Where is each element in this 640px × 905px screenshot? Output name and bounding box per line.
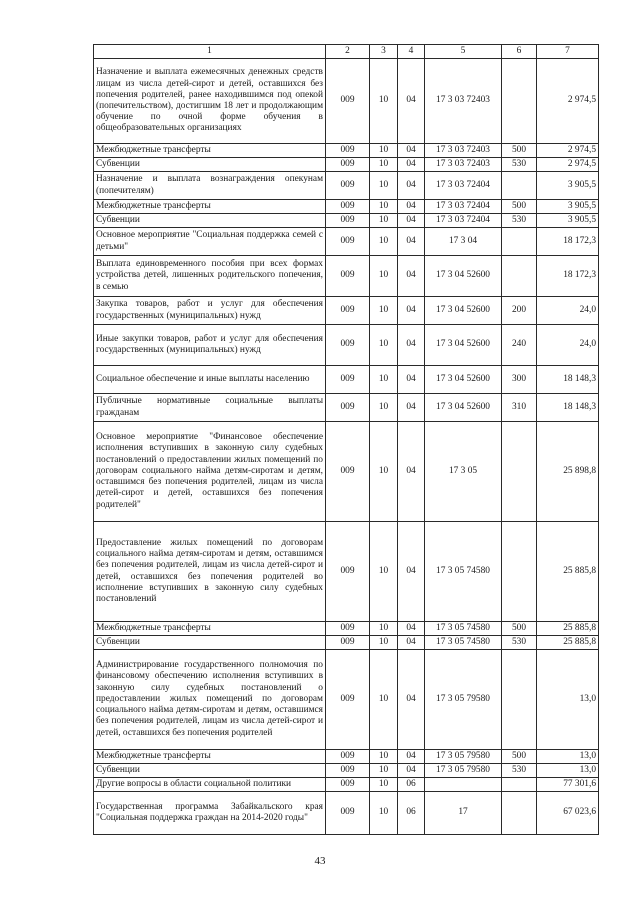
row-expense-type: 530 [502,636,537,650]
table-row [94,144,599,158]
row-target-article: 17 3 04 52600 [425,325,502,366]
row-sum: 18 172,3 [537,256,599,297]
row-sum: 2 974,5 [537,144,599,158]
row-sum: 25 885,8 [537,636,599,650]
header-col-7: 7 [537,45,599,59]
row-sum: 67 023,6 [537,792,599,835]
row-name: Субвенции [94,214,326,228]
row-expense-type: 530 [502,158,537,172]
row-expense-type [502,228,537,256]
table-row [94,394,599,422]
row-sum: 2 974,5 [537,59,599,144]
table-row [94,325,599,366]
row-target-article: 17 3 05 79580 [425,650,502,750]
row-subsection-code: 04 [398,214,425,228]
row-expense-type [502,522,537,622]
header-col-3: 3 [370,45,398,59]
row-sum: 25 885,8 [537,522,599,622]
row-section-code: 10 [370,228,398,256]
row-expense-type: 500 [502,750,537,764]
row-expense-type [502,422,537,522]
table-row [94,172,599,200]
row-ministry-code: 009 [326,297,370,325]
row-ministry-code: 009 [326,778,370,792]
table-row [94,522,599,622]
row-sum: 77 301,6 [537,778,599,792]
row-sum: 24,0 [537,325,599,366]
row-section-code: 10 [370,778,398,792]
row-name: Субвенции [94,636,326,650]
row-subsection-code: 04 [398,172,425,200]
row-ministry-code: 009 [326,172,370,200]
row-sum: 25 885,8 [537,622,599,636]
row-section-code: 10 [370,394,398,422]
row-subsection-code: 04 [398,422,425,522]
row-name: Межбюджетные трансферты [94,200,326,214]
row-sum: 2 974,5 [537,158,599,172]
table-row [94,158,599,172]
row-target-article: 17 3 05 74580 [425,522,502,622]
row-ministry-code: 009 [326,394,370,422]
row-ministry-code: 009 [326,422,370,522]
row-expense-type: 310 [502,394,537,422]
row-name: Государственная программа Забайкальского края "Социальная поддержка граждан на 2014-2020 годы" [94,792,326,835]
row-subsection-code: 04 [398,297,425,325]
table-row [94,297,599,325]
row-section-code: 10 [370,325,398,366]
row-section-code: 10 [370,256,398,297]
row-target-article: 17 3 03 72404 [425,172,502,200]
row-target-article: 17 3 05 [425,422,502,522]
row-expense-type [502,59,537,144]
table-header [94,45,599,59]
row-name: Закупка товаров, работ и услуг для обеспечения государственных (муниципальных) нужд [94,297,326,325]
row-section-code: 10 [370,172,398,200]
row-target-article: 17 3 04 52600 [425,297,502,325]
row-ministry-code: 009 [326,325,370,366]
row-subsection-code: 04 [398,622,425,636]
row-ministry-code: 009 [326,200,370,214]
row-ministry-code: 009 [326,636,370,650]
row-name: Субвенции [94,158,326,172]
row-section-code: 10 [370,422,398,522]
table-row [94,214,599,228]
row-section-code: 10 [370,622,398,636]
row-target-article: 17 3 05 74580 [425,622,502,636]
row-target-article: 17 3 04 52600 [425,394,502,422]
row-name: Публичные нормативные социальные выплаты гражданам [94,394,326,422]
table-row [94,764,599,778]
row-subsection-code: 04 [398,764,425,778]
row-ministry-code: 009 [326,622,370,636]
row-name: Назначение и выплата ежемесячных денежных средств лицам из числа детей-сирот и детей, оставшихся без попечения родителей, ранее находившимся под опекой (попечительством), достигшим 18 лет и продолжающим обучение по очной форме обучения в общеобразовательных организациях [94,59,326,144]
table-row [94,650,599,750]
row-section-code: 10 [370,636,398,650]
row-ministry-code: 009 [326,158,370,172]
row-target-article: 17 3 05 79580 [425,750,502,764]
row-subsection-code: 04 [398,636,425,650]
row-name: Основное мероприятие "Социальная поддержка семей с детьми" [94,228,326,256]
row-sum: 25 898,8 [537,422,599,522]
row-expense-type [502,172,537,200]
row-ministry-code: 009 [326,366,370,394]
header-col-1: 1 [94,45,326,59]
row-name: Другие вопросы в области социальной политики [94,778,326,792]
table-row [94,366,599,394]
row-name: Основное мероприятие "Финансовое обеспечение исполнения вступивших в законную силу судебных постановлений о предоставлении жилых помещений по договорам социального найма детям-сиротам и детям, оставшимся без попечения родителей, лицам из числа детей-сирот и детей, оставшихся без попечения родителей" [94,422,326,522]
row-ministry-code: 009 [326,256,370,297]
row-target-article [425,778,502,792]
row-section-code: 10 [370,750,398,764]
row-section-code: 10 [370,214,398,228]
table-row [94,792,599,835]
row-name: Межбюджетные трансферты [94,750,326,764]
row-sum: 24,0 [537,297,599,325]
header-row [94,45,599,59]
row-expense-type: 500 [502,622,537,636]
row-name: Социальное обеспечение и иные выплаты населению [94,366,326,394]
table-row [94,636,599,650]
row-ministry-code: 009 [326,522,370,622]
row-name: Межбюджетные трансферты [94,144,326,158]
row-target-article: 17 3 04 52600 [425,366,502,394]
row-target-article: 17 3 03 72403 [425,144,502,158]
row-expense-type: 530 [502,764,537,778]
row-expense-type: 530 [502,214,537,228]
table-row [94,228,599,256]
row-sum: 3 905,5 [537,200,599,214]
row-expense-type: 300 [502,366,537,394]
row-subsection-code: 04 [398,394,425,422]
row-expense-type: 200 [502,297,537,325]
row-subsection-code: 04 [398,750,425,764]
table-row [94,750,599,764]
table-body [94,59,599,835]
row-expense-type: 500 [502,144,537,158]
row-ministry-code: 009 [326,792,370,835]
row-sum: 13,0 [537,764,599,778]
table-row [94,622,599,636]
row-subsection-code: 04 [398,228,425,256]
page-number: 43 [314,855,326,867]
row-name: Иные закупки товаров, работ и услуг для обеспечения государственных (муниципальных) нужд [94,325,326,366]
row-expense-type: 500 [502,200,537,214]
row-subsection-code: 04 [398,158,425,172]
row-ministry-code: 009 [326,214,370,228]
header-col-4: 4 [398,45,425,59]
row-target-article: 17 3 04 [425,228,502,256]
row-section-code: 10 [370,650,398,750]
row-name: Назначение и выплата вознаграждения опекунам (попечителям) [94,172,326,200]
row-subsection-code: 04 [398,366,425,394]
row-expense-type [502,778,537,792]
table-row [94,200,599,214]
row-target-article: 17 [425,792,502,835]
row-subsection-code: 06 [398,778,425,792]
header-col-2: 2 [326,45,370,59]
row-sum: 18 172,3 [537,228,599,256]
row-subsection-code: 04 [398,325,425,366]
table-row [94,59,599,144]
row-sum: 3 905,5 [537,214,599,228]
table-row [94,778,599,792]
row-ministry-code: 009 [326,650,370,750]
row-target-article: 17 3 03 72403 [425,158,502,172]
row-subsection-code: 04 [398,200,425,214]
row-section-code: 10 [370,144,398,158]
row-ministry-code: 009 [326,750,370,764]
row-expense-type [502,650,537,750]
row-expense-type [502,256,537,297]
row-section-code: 10 [370,522,398,622]
row-target-article: 17 3 04 52600 [425,256,502,297]
budget-table [93,44,599,835]
row-ministry-code: 009 [326,144,370,158]
row-name: Межбюджетные трансферты [94,622,326,636]
row-name: Субвенции [94,764,326,778]
row-section-code: 10 [370,764,398,778]
row-name: Выплата единовременного пособия при всех формах устройства детей, лишенных родительского попечения, в семью [94,256,326,297]
row-sum: 13,0 [537,650,599,750]
row-sum: 18 148,3 [537,394,599,422]
row-subsection-code: 04 [398,144,425,158]
row-target-article: 17 3 03 72404 [425,200,502,214]
row-section-code: 10 [370,792,398,835]
row-ministry-code: 009 [326,228,370,256]
row-sum: 18 148,3 [537,366,599,394]
row-subsection-code: 04 [398,522,425,622]
row-subsection-code: 04 [398,59,425,144]
header-col-6: 6 [502,45,537,59]
row-expense-type: 240 [502,325,537,366]
row-subsection-code: 04 [398,256,425,297]
row-name: Предоставление жилых помещений по договорам социального найма детям-сиротам и детям, оставшимся без попечения родителей, лицам из числа детей-сирот и детей, оставшихся без попечения родителей во исполнение вступивших в законную силу судебных постановлений [94,522,326,622]
row-subsection-code: 06 [398,792,425,835]
row-target-article: 17 3 05 74580 [425,636,502,650]
row-section-code: 10 [370,200,398,214]
row-section-code: 10 [370,366,398,394]
table-row [94,256,599,297]
row-target-article: 17 3 05 79580 [425,764,502,778]
row-section-code: 10 [370,59,398,144]
row-target-article: 17 3 03 72403 [425,59,502,144]
row-section-code: 10 [370,158,398,172]
row-name: Администрирование государственного полномочия по финансовому обеспечению исполнения вступивших в законную силу судебных постановлений о предоставлении жилых помещений по договорам социального найма детям-сиротам и детям, оставшимся без попечения родителей, лицам из числа детей-сирот и детей, оставшихся без попечения родителей [94,650,326,750]
row-sum: 3 905,5 [537,172,599,200]
row-subsection-code: 04 [398,650,425,750]
row-target-article: 17 3 03 72404 [425,214,502,228]
row-ministry-code: 009 [326,59,370,144]
row-ministry-code: 009 [326,764,370,778]
row-section-code: 10 [370,297,398,325]
header-col-5: 5 [425,45,502,59]
table-row [94,422,599,522]
row-expense-type [502,792,537,835]
row-sum: 13,0 [537,750,599,764]
